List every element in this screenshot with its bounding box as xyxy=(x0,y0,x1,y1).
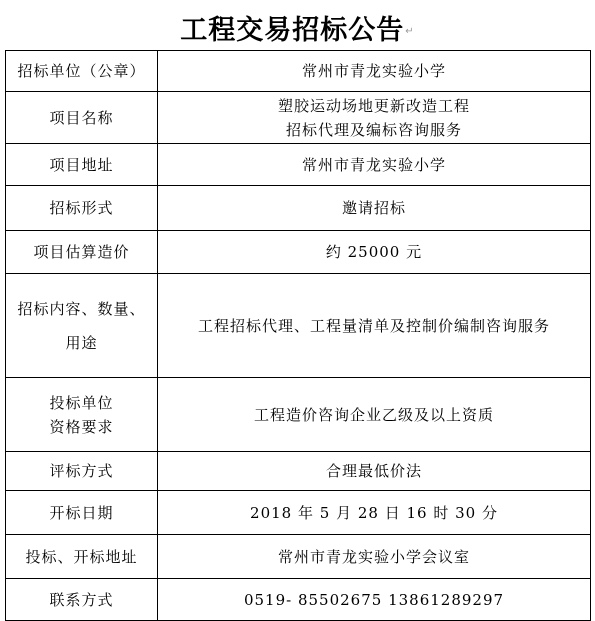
cell-value: 塑胶运动场地更新改造工程 xyxy=(277,96,470,115)
cell-label: 资格要求 xyxy=(49,417,114,436)
value-cell xyxy=(158,231,591,274)
cell-value: 常州市青龙实验小学 xyxy=(301,62,446,80)
label-cell xyxy=(6,186,158,231)
cell-value: 0519- 85502675 13861289297 xyxy=(243,590,505,609)
cell-label: 开标日期 xyxy=(49,503,114,522)
cell-label: 投标、开标地址 xyxy=(25,547,138,566)
value-cell xyxy=(158,535,591,579)
table-row xyxy=(6,452,591,491)
value-cell xyxy=(158,186,591,231)
paragraph-mark: ↵ xyxy=(405,26,415,37)
cell-label: 用途 xyxy=(65,333,98,352)
cell-value: 合理最低价法 xyxy=(325,462,422,480)
cell-label: 评标方式 xyxy=(49,462,114,480)
value-cell xyxy=(158,144,591,186)
cell-value: 工程招标代理、工程量清单及控制价编制咨询服务 xyxy=(197,316,550,335)
label-cell xyxy=(6,491,158,535)
cell-label: 联系方式 xyxy=(49,590,114,609)
table-row xyxy=(6,231,591,274)
table-row xyxy=(6,144,591,186)
cell-value: 常州市青龙实验小学 xyxy=(301,155,446,174)
table-row xyxy=(6,186,591,231)
label-cell xyxy=(6,452,158,491)
table-row xyxy=(6,579,591,621)
label-cell xyxy=(6,51,158,92)
label-cell xyxy=(6,378,158,452)
cell-label: 招标内容、数量、 xyxy=(17,299,146,318)
cell-label: 招标单位（公章） xyxy=(17,62,146,80)
cell-label: 项目名称 xyxy=(49,108,114,127)
cell-value: 邀请招标 xyxy=(341,199,406,217)
label-cell xyxy=(6,274,158,378)
cell-value: 约 25000 元 xyxy=(325,243,423,261)
value-cell xyxy=(158,274,591,378)
cell-label: 投标单位 xyxy=(49,393,114,412)
cell-label: 项目地址 xyxy=(49,155,114,174)
value-cell xyxy=(158,92,591,144)
table-row xyxy=(6,274,591,378)
value-cell xyxy=(158,378,591,452)
label-cell xyxy=(6,144,158,186)
table-row xyxy=(6,535,591,579)
table-row xyxy=(6,378,591,452)
label-cell xyxy=(6,579,158,621)
cell-value: 工程造价咨询企业乙级及以上资质 xyxy=(253,405,494,424)
cell-label: 项目估算造价 xyxy=(33,243,130,261)
value-cell xyxy=(158,51,591,92)
table-row xyxy=(6,92,591,144)
cell-label: 招标形式 xyxy=(49,199,114,217)
page-title xyxy=(0,8,595,47)
label-cell xyxy=(6,231,158,274)
value-cell xyxy=(158,579,591,621)
cell-value: 招标代理及编标咨询服务 xyxy=(285,120,462,139)
table-row xyxy=(6,491,591,535)
value-cell xyxy=(158,452,591,491)
announcement-table xyxy=(5,50,591,621)
label-cell xyxy=(6,92,158,144)
cell-value: 2018 年 5 月 28 日 16 时 30 分 xyxy=(250,503,498,522)
title-text: 工程交易招标公告 xyxy=(180,15,405,46)
table-row xyxy=(6,51,591,92)
cell-value: 常州市青龙实验小学会议室 xyxy=(277,547,470,566)
label-cell xyxy=(6,535,158,579)
value-cell xyxy=(158,491,591,535)
